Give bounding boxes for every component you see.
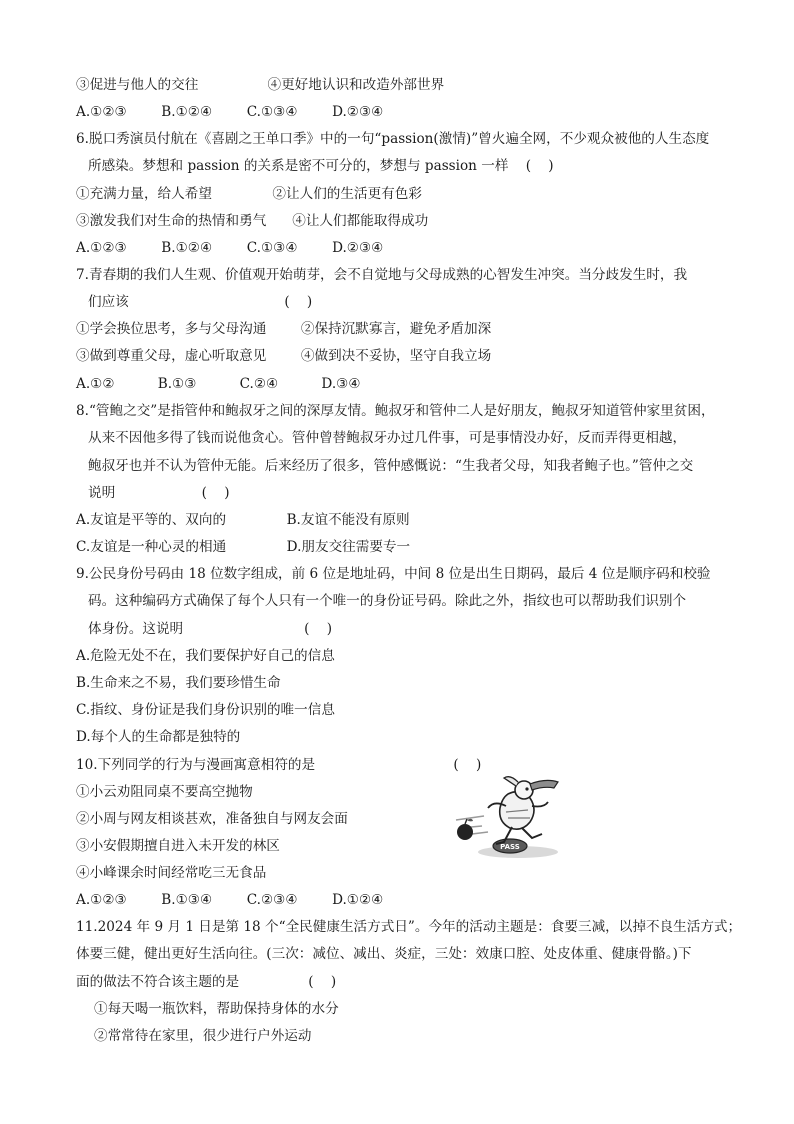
q9-stem-line-1: 9.公民身份号码由 18 位数字组成，前 6 位是地址码，中间 8 位是出生日期码，最后 4 位是顺序码和校验 [76, 566, 711, 582]
q9-option-d: D.每个人的生命都是独特的 [76, 729, 241, 745]
q8-stem-line-4: 说明 ( ) [88, 485, 230, 501]
q11-stem-line-3: 面的做法不符合该主题的是 ( ) [76, 974, 337, 990]
q10-cartoon [448, 772, 566, 864]
q10-stem: 10.下列同学的行为与漫画寓意相符的是 ( ) [76, 757, 482, 773]
pass-sign-text: PASS [500, 843, 520, 851]
q11-stem-line-1: 11.2024 年 9 月 1 日是第 18 个“全民健康生活方式日”。今年的活动主题是：食要三减，以掉不良生活方式； [76, 919, 742, 935]
q8-options-a-b: A.友谊是平等的、双向的 B.友谊不能没有原则 [76, 512, 410, 528]
q8-stem-line-3: 鲍叔牙也并不认为管仲无能。后来经历了很多，管仲感慨说：“生我者父母，知我者鲍子也。”管仲之交 [88, 458, 694, 474]
q6-choices: A.①②③ B.①②④ C.①③④ D.②③④ [76, 240, 384, 256]
q7-stem-line-2: 们应该 ( ) [88, 294, 313, 310]
q5-choices: A.①②③ B.①②④ C.①③④ D.②③④ [76, 104, 384, 120]
q5-options-3-4: ③促进与他人的交往 ④更好地认识和改造外部世界 [76, 77, 445, 93]
q6-options-1-2: ①充满力量，给人希望 ②让人们的生活更有色彩 [76, 186, 422, 202]
q6-stem-line-2: 所感染。梦想和 passion 的关系是密不可分的，梦想与 passion 一样 ( ) [88, 158, 554, 174]
scarf [530, 780, 558, 790]
q9-option-c: C.指纹、身份证是我们身份识别的唯一信息 [76, 702, 335, 718]
q7-stem-line-1: 7.青春期的我们人生观、价值观开始萌芽，会不自觉地与父母成熟的心智发生冲突。当分歧发生时，我 [76, 267, 688, 283]
q9-stem-line-3: 体身份。这说明 ( ) [88, 621, 333, 637]
q9-option-a: A.危险无处不在，我们要保护好自己的信息 [76, 648, 335, 664]
q9-option-b: B.生命来之不易，我们要珍惜生命 [76, 675, 281, 691]
apple-icon [457, 824, 473, 840]
q8-stem-line-2: 从来不因他多得了钱而说他贪心。管仲曾替鲍叔牙办过几件事，可是事情没办好，反而弄得更相越， [88, 430, 687, 446]
q8-stem-line-1: 8.“管鲍之交”是指管仲和鲍叔牙之间的深厚友情。鲍叔牙和管仲二人是好朋友，鲍叔牙知道管仲家里贫困， [76, 403, 715, 419]
q6-options-3-4: ③激发我们对生命的热情和勇气 ④让人们都能取得成功 [76, 213, 429, 229]
q11-option-2: ②常常待在家里，很少进行户外运动 [94, 1028, 312, 1044]
q10-choices: A.①②③ B.①③④ C.②③④ D.①②④ [76, 892, 384, 908]
q7-choices: A.①② B.①③ C.②④ D.③④ [76, 376, 361, 392]
q6-stem-line-1: 6.脱口秀演员付航在《喜剧之王单口季》中的一句“passion(激情)”曾火遍全网，不少观众被他的人生态度 [76, 131, 710, 147]
q10-option-3: ③小安假期擅自进入未开发的林区 [76, 838, 280, 854]
q11-option-1: ①每天喝一瓶饮料，帮助保持身体的水分 [94, 1001, 339, 1017]
q7-options-3-4: ③做到尊重父母，虚心听取意见 ④做到决不妥协，坚守自我立场 [76, 348, 492, 364]
q10-option-1: ①小云劝阻同桌不要高空抛物 [76, 784, 253, 800]
q8-options-c-d: C.友谊是一种心灵的相通 D.朋友交往需要专一 [76, 539, 411, 555]
q11-stem-line-2: 体要三健，健出更好生活向往。(三次：减位、减出、炎症，三处：效康口腔、处皮体重、健康骨骼。)下 [76, 946, 692, 962]
q7-options-1-2: ①学会换位思考，多与父母沟通 ②保持沉默寡言，避免矛盾加深 [76, 321, 492, 337]
q10-option-2: ②小周与网友相谈甚欢，准备独自与网友会面 [76, 811, 348, 827]
q9-stem-line-2: 码。这种编码方式确保了每个人只有一个唯一的身份证号码。除此之外，指纹也可以帮助我们识别个 [88, 593, 687, 609]
q10-option-4: ④小峰课余时间经常吃三无食品 [76, 865, 267, 881]
